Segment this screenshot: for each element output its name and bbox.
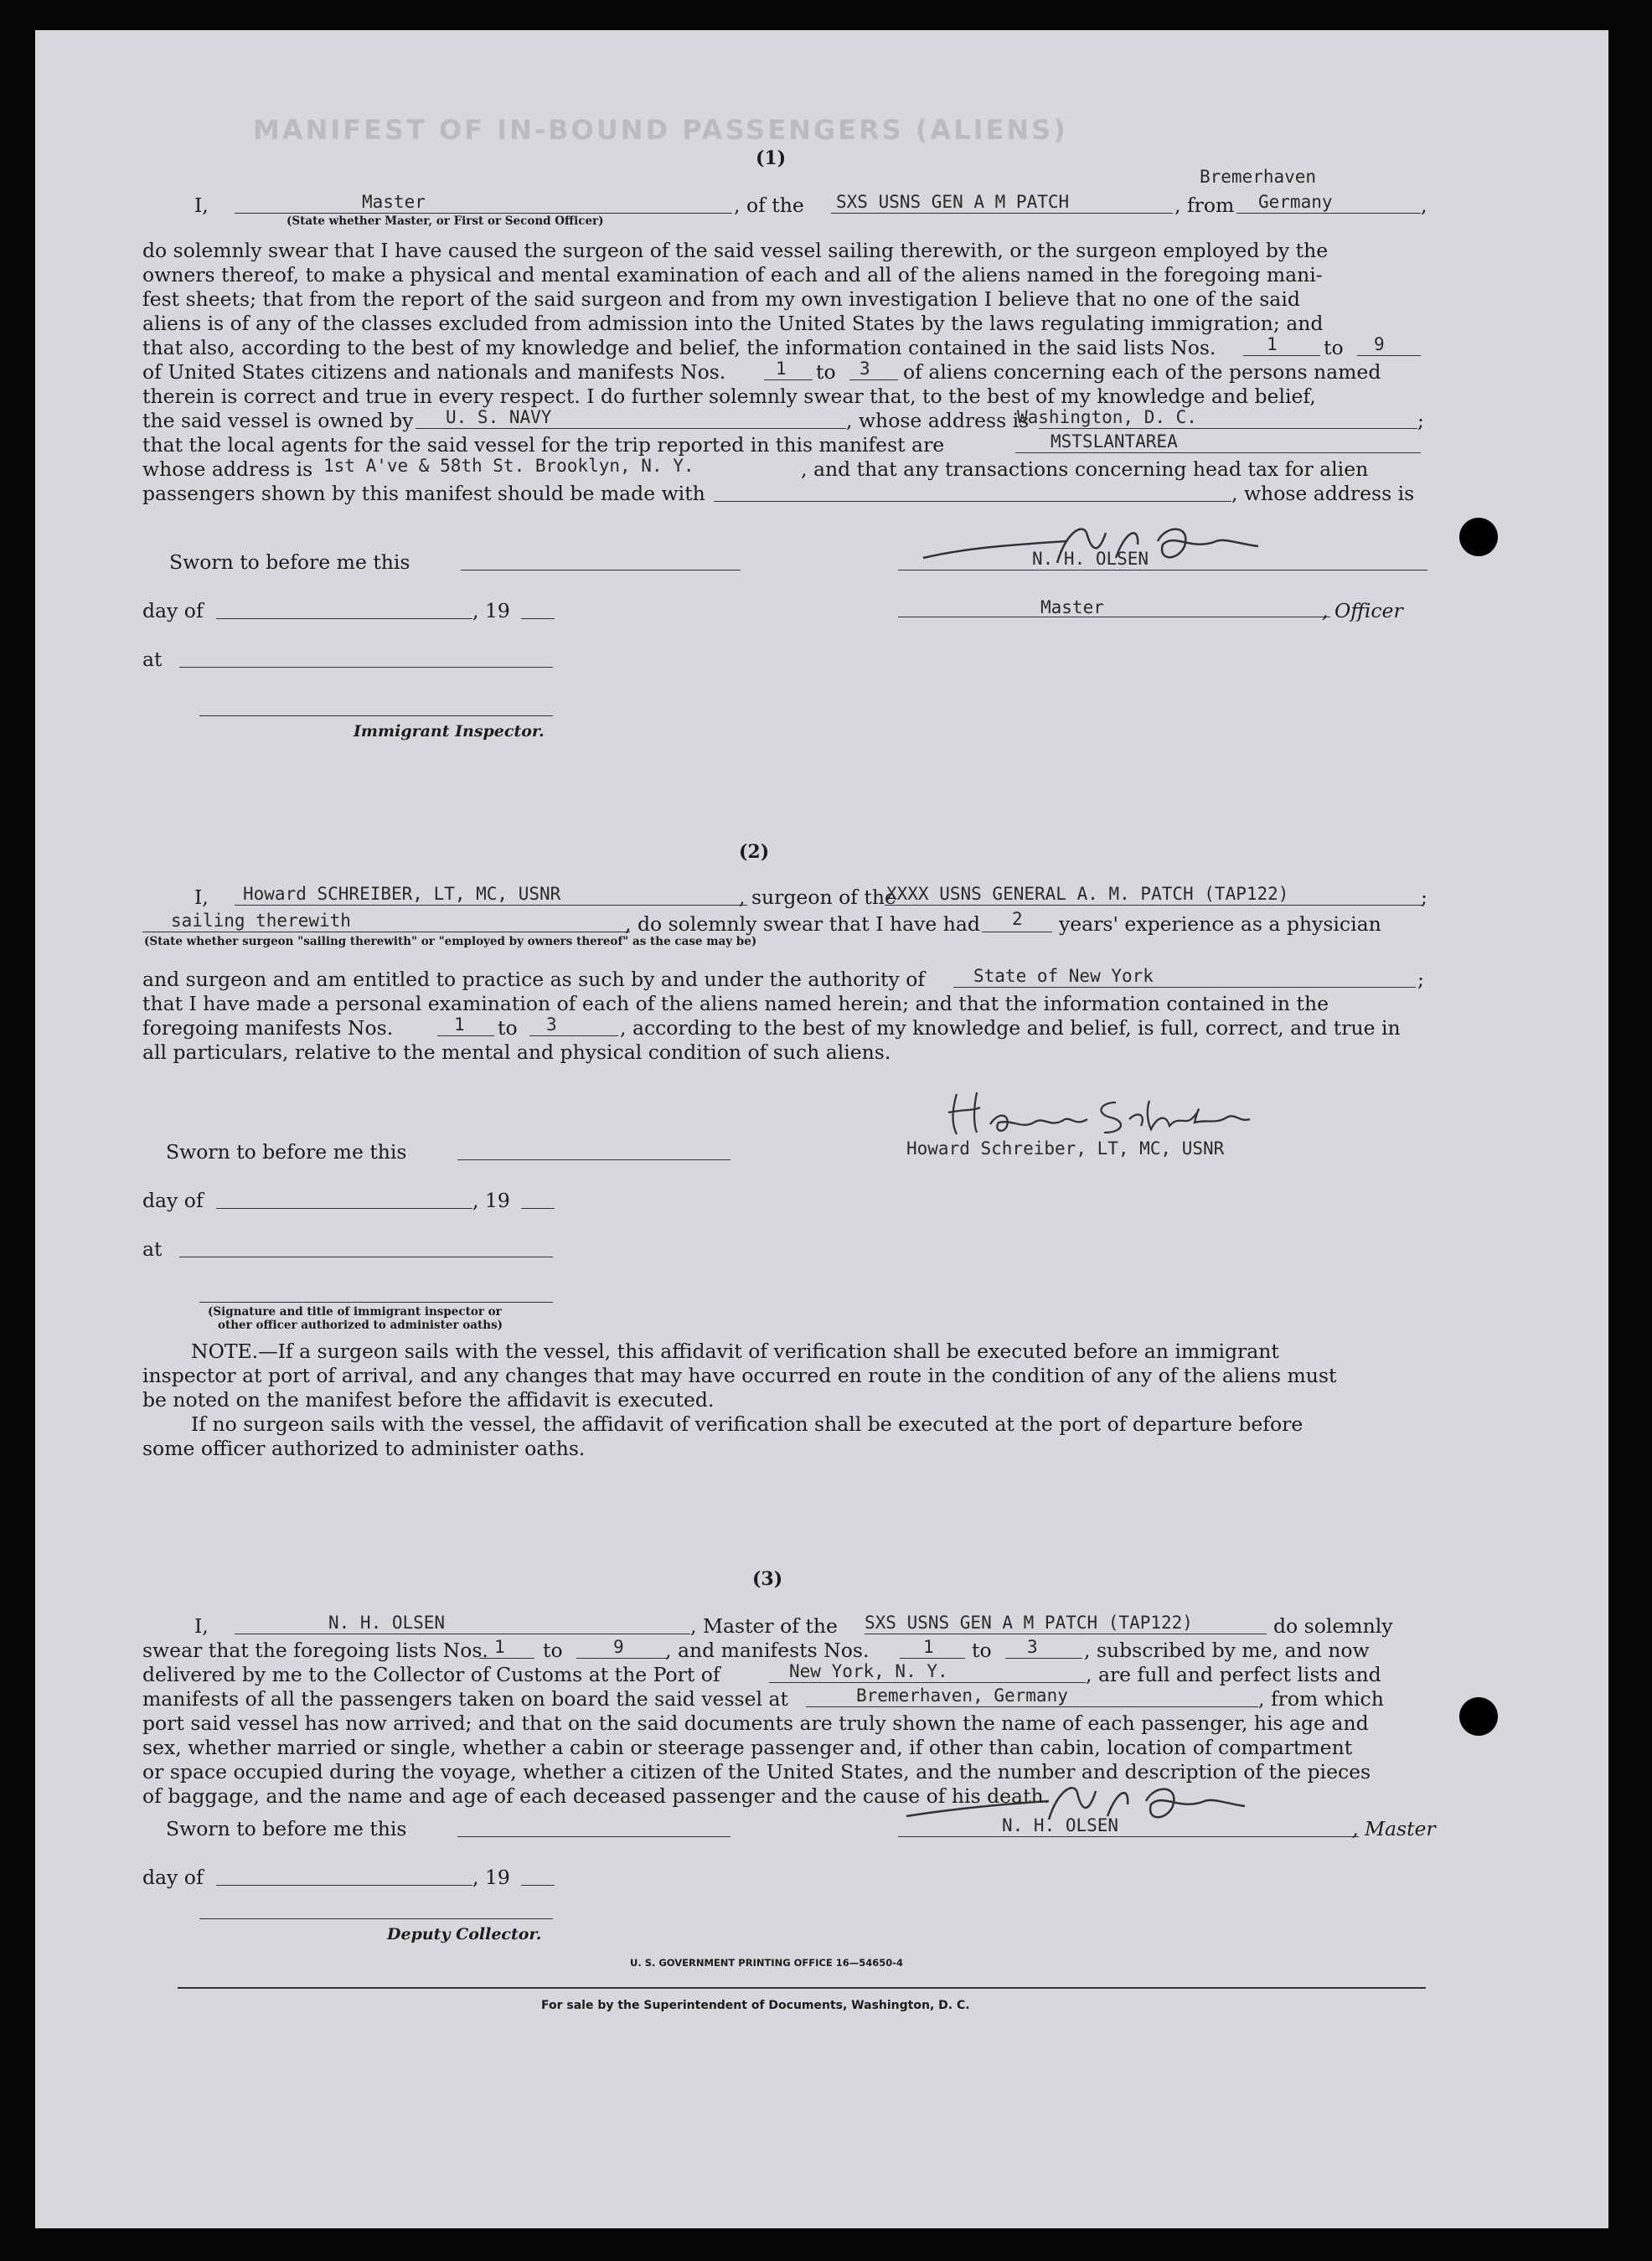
surgeon-name-rule bbox=[235, 905, 747, 906]
manifests-from: 1 bbox=[923, 1637, 934, 1657]
semicolon: ; bbox=[1421, 885, 1427, 909]
departure-rule bbox=[806, 1706, 1258, 1707]
sailing-therewith: sailing therewith bbox=[171, 911, 351, 931]
vessel-name: SXS USNS GEN A M PATCH bbox=[836, 192, 1070, 212]
vessel-name: SXS USNS GEN A M PATCH (TAP122) bbox=[865, 1613, 1193, 1633]
body-line: or space occupied during the voyage, whether a citizen of the United States, and the number and description of the pieces bbox=[142, 1760, 1371, 1784]
lists-to-rule bbox=[576, 1658, 667, 1659]
body-line: the said vessel is owned by bbox=[142, 409, 414, 432]
text-to: to bbox=[1324, 336, 1344, 359]
surgeon-name: Howard SCHREIBER, LT, MC, USNR bbox=[243, 884, 561, 904]
day-of-label: day of bbox=[142, 599, 204, 622]
body-line: whose address is bbox=[142, 457, 313, 481]
owner: U. S. NAVY bbox=[446, 407, 552, 427]
master-signer-rule bbox=[898, 1836, 1359, 1837]
body-line: of United States citizens and nationals and manifests Nos. bbox=[142, 360, 726, 384]
manifests-to: 3 bbox=[1027, 1637, 1038, 1657]
lists-from: 1 bbox=[1267, 334, 1278, 354]
manifests-from: 1 bbox=[454, 1014, 465, 1035]
collector-rule bbox=[199, 1918, 553, 1919]
lists-to-rule bbox=[1357, 355, 1421, 356]
master-signer: N. H. OLSEN bbox=[1002, 1815, 1119, 1835]
text-i: I, bbox=[194, 1614, 209, 1638]
text-to: to bbox=[972, 1639, 992, 1662]
lists-to: 9 bbox=[613, 1637, 624, 1657]
text-from: , from bbox=[1174, 194, 1235, 217]
agents-tail: , and that any transactions concerning head tax for alien bbox=[801, 457, 1369, 481]
from-field-rule bbox=[1236, 213, 1421, 214]
at-rule bbox=[179, 667, 553, 668]
body-line: do solemnly swear that I have caused the surgeon of the said vessel sailing therewith, or the surgeon employed by the bbox=[142, 239, 1329, 262]
departure-tail: , from which bbox=[1258, 1687, 1384, 1711]
rank-note: (State whether Master, or First or Second Officer) bbox=[287, 214, 604, 228]
years-tail: years' experience as a physician bbox=[1059, 912, 1381, 936]
immigrant-inspector-label: Immigrant Inspector. bbox=[354, 722, 545, 741]
lists-from-rule bbox=[1243, 355, 1320, 356]
lists-tail: , subscribed by me, and now bbox=[1084, 1639, 1370, 1662]
section-3-number: (3) bbox=[752, 1568, 783, 1590]
body-line: fest sheets; that from the report of the said surgeon and from my own investigation I believe that no one of the said bbox=[142, 287, 1300, 311]
punch-hole bbox=[1459, 1697, 1498, 1736]
body-line: sex, whether married or single, whether a cabin or steerage passenger and, if other than cabin, location of compartment bbox=[142, 1736, 1353, 1759]
manifests-to: 3 bbox=[860, 359, 870, 379]
body-line: passengers shown by this manifest should be made with bbox=[142, 482, 705, 505]
officer-name: N. H. OLSEN bbox=[1032, 549, 1149, 569]
owner-address: Washington, D. C. bbox=[1017, 407, 1197, 427]
text-swear: , do solemnly swear that I have had bbox=[625, 912, 980, 936]
departure-pre: manifests of all the passengers taken on board the said vessel at bbox=[142, 1687, 788, 1711]
master-label: , Master bbox=[1352, 1817, 1436, 1840]
semicolon: ; bbox=[1417, 409, 1424, 432]
body-line: owners thereof, to make a physical and mental examination of each and all of the aliens named in the foregoing mani- bbox=[142, 263, 1323, 286]
lists-from: 1 bbox=[494, 1637, 505, 1657]
day-rule bbox=[216, 1208, 472, 1209]
body-line: of baggage, and the name and age of each deceased passenger and the cause of his death. bbox=[142, 1784, 1051, 1808]
text-whose-address: , whose address is bbox=[846, 409, 1030, 432]
rank-field-rule bbox=[235, 213, 732, 214]
year-label: , 19 bbox=[472, 1866, 510, 1889]
body-line: that also, according to the best of my knowledge and belief, the information contained in the said lists Nos. bbox=[142, 336, 1216, 359]
sworn-label: Sworn to before me this bbox=[169, 550, 410, 574]
note-line: NOTE.—If a surgeon sails with the vessel, this affidavit of verification shall be executed before an immigrant bbox=[191, 1340, 1279, 1363]
manifests-from: 1 bbox=[776, 359, 787, 379]
printing-office: U. S. GOVERNMENT PRINTING OFFICE 16—54650-4 bbox=[630, 1957, 904, 1969]
rank-value: Master bbox=[362, 192, 426, 212]
punch-hole bbox=[1459, 518, 1498, 556]
deputy-collector-label: Deputy Collector. bbox=[387, 1925, 542, 1944]
sworn-rule bbox=[457, 1836, 730, 1837]
master-name: N. H. OLSEN bbox=[328, 1613, 446, 1633]
at-label: at bbox=[142, 648, 163, 671]
day-rule bbox=[216, 618, 472, 619]
manifests-mid: , and manifests Nos. bbox=[665, 1639, 870, 1662]
port-pre: delivered by me to the Collector of Customs at the Port of bbox=[142, 1663, 720, 1686]
body-line: that I have made a personal examination of each of the aliens named herein; and that the information contained in the bbox=[142, 992, 1329, 1015]
departure-port: Bremerhaven, Germany bbox=[856, 1685, 1068, 1706]
port-rule bbox=[769, 1682, 1086, 1683]
arrival-port: New York, N. Y. bbox=[789, 1661, 948, 1681]
manifests-tail: , according to the best of my knowledge and belief, is full, correct, and true in bbox=[620, 1016, 1401, 1040]
owner-address-rule bbox=[1039, 428, 1417, 429]
surgeon-signature bbox=[940, 1086, 1292, 1144]
manifests-to-rule bbox=[849, 379, 898, 380]
note-line: be noted on the manifest before the affidavit is executed. bbox=[142, 1388, 715, 1412]
text-to: to bbox=[543, 1639, 563, 1662]
body-line: therein is correct and true in every respect. I do further solemnly swear that, to the best of my knowledge and belief, bbox=[142, 385, 1316, 408]
text-master-of: , Master of the bbox=[690, 1614, 838, 1638]
year-rule bbox=[521, 618, 555, 619]
section-1-number: (1) bbox=[756, 147, 787, 169]
manifests-from-rule bbox=[764, 379, 813, 380]
text-solemnly: do solemnly bbox=[1273, 1614, 1393, 1638]
lists-pre: swear that the foregoing lists Nos. bbox=[142, 1639, 488, 1662]
sworn-rule bbox=[457, 1159, 730, 1160]
lists-from-rule bbox=[479, 1658, 534, 1659]
manifests-tail: of aliens concerning each of the persons named bbox=[903, 360, 1381, 384]
year-rule bbox=[521, 1208, 555, 1209]
text-to: to bbox=[816, 360, 836, 384]
manifests-to: 3 bbox=[546, 1014, 557, 1035]
text-to: to bbox=[498, 1016, 518, 1040]
vessel-field-rule bbox=[831, 213, 1173, 214]
day-rule bbox=[216, 1885, 472, 1886]
officer-title: Master bbox=[1040, 597, 1104, 617]
port-tail: , are full and perfect lists and bbox=[1086, 1663, 1381, 1686]
surgeon-vessel-rule bbox=[885, 905, 1424, 906]
sale-notice: For sale by the Superintendent of Documents, Washington, D. C. bbox=[541, 1999, 970, 2012]
surgeon-vessel: XXXX USNS GENERAL A. M. PATCH (TAP122) bbox=[886, 884, 1289, 904]
body-line: port said vessel has now arrived; and that on the said documents are truly shown the name of each passenger, his age and bbox=[142, 1711, 1369, 1735]
man-from-rule bbox=[900, 1658, 965, 1659]
head-tax-rule bbox=[714, 501, 1231, 502]
note-line: some officer authorized to administer oaths. bbox=[142, 1437, 586, 1460]
sworn-label: Sworn to before me this bbox=[166, 1140, 407, 1164]
m-from-rule bbox=[437, 1035, 494, 1036]
day-of-label: day of bbox=[142, 1189, 204, 1212]
text-of-the: , of the bbox=[734, 194, 804, 217]
section-2-number: (2) bbox=[739, 841, 770, 863]
departure-port-lower: Germany bbox=[1258, 192, 1333, 212]
owner-rule bbox=[416, 428, 846, 429]
comma: , bbox=[1421, 194, 1427, 217]
authority: State of New York bbox=[973, 966, 1154, 986]
body-line: that the local agents for the said vessel for the trip reported in this manifest are bbox=[142, 433, 945, 457]
text-i: I, bbox=[194, 885, 209, 909]
text-surgeon-of: , surgeon of the bbox=[739, 885, 896, 909]
year-label: , 19 bbox=[472, 1189, 510, 1212]
manifest-sheet bbox=[35, 30, 1608, 2228]
footer-rule bbox=[178, 1987, 1426, 1989]
sig-note-1: (Signature and title of immigrant inspector or bbox=[208, 1305, 502, 1319]
note-line: inspector at port of arrival, and any changes that may have occurred en route in the condition of any of the aliens must bbox=[142, 1364, 1337, 1387]
bleed-through-heading: MANIFEST OF IN-BOUND PASSENGERS (ALIENS) bbox=[253, 114, 1068, 146]
note-line: If no surgeon sails with the vessel, the affidavit of verification shall be executed at the port of departure before bbox=[191, 1412, 1304, 1436]
years-experience: 2 bbox=[1012, 909, 1023, 929]
authority-rule bbox=[953, 987, 1416, 988]
body-line: aliens is of any of the classes excluded from admission into the United States by the laws regulating immigration; and bbox=[142, 312, 1324, 335]
semicolon: ; bbox=[1417, 968, 1424, 991]
sailing-note: (State whether surgeon "sailing therewith" or "employed by owners thereof" as the case may be) bbox=[144, 935, 757, 948]
text-i: I, bbox=[194, 194, 209, 217]
body-line: all particulars, relative to the mental and physical condition of such aliens. bbox=[142, 1040, 891, 1064]
local-agents: MSTSLANTAREA bbox=[1051, 431, 1178, 452]
sworn-label: Sworn to before me this bbox=[166, 1817, 407, 1840]
authority-pre: and surgeon and am entitled to practice as such by and under the authority of bbox=[142, 968, 926, 991]
agents-rule bbox=[1015, 452, 1421, 453]
text-whose-address: , whose address is bbox=[1231, 482, 1415, 505]
year-rule bbox=[521, 1885, 555, 1886]
departure-port-upper: Bremerhaven bbox=[1200, 167, 1317, 187]
sig-note-2: other officer authorized to administer oaths) bbox=[218, 1319, 503, 1332]
m-to-rule bbox=[529, 1035, 618, 1036]
day-of-label: day of bbox=[142, 1866, 204, 1889]
officer-label: , Officer bbox=[1322, 599, 1403, 622]
manifests-pre: foregoing manifests Nos. bbox=[142, 1016, 394, 1040]
surgeon-signer: Howard Schreiber, LT, MC, USNR bbox=[906, 1138, 1225, 1159]
lists-to: 9 bbox=[1374, 334, 1385, 354]
man-to-rule bbox=[1005, 1658, 1082, 1659]
at-label: at bbox=[142, 1237, 163, 1261]
authorized-officer-rule bbox=[199, 1302, 553, 1303]
year-label: , 19 bbox=[472, 599, 510, 622]
inspector-rule bbox=[199, 715, 553, 716]
agents-address: 1st A've & 58th St. Brooklyn, N. Y. bbox=[323, 456, 694, 476]
